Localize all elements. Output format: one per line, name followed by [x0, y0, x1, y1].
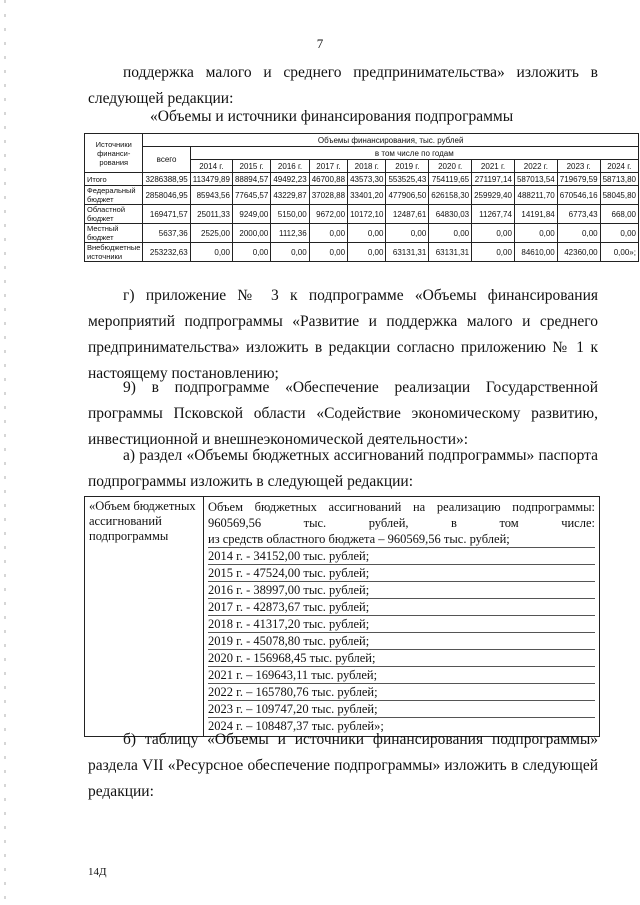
table-cell: 0,00	[514, 224, 557, 243]
table-cell: 0,00	[309, 224, 347, 243]
table-cell: 2000,00	[232, 224, 270, 243]
table-cell: 253232,63	[143, 243, 190, 262]
table-cell: 5150,00	[271, 205, 309, 224]
year-header: 2021 г.	[472, 160, 515, 173]
table-cell: 668,00	[600, 205, 638, 224]
row-label: Областной бюджет	[85, 205, 143, 224]
row-label: Местный бюджет	[85, 224, 143, 243]
header-group: Объемы финансирования, тыс. рублей	[143, 134, 639, 147]
table-cell: 11267,74	[472, 205, 515, 224]
year-header: 2019 г.	[386, 160, 429, 173]
passport-line: 2020 г. - 156968,45 тыс. рублей;	[208, 650, 595, 667]
table-cell: 0,00»;	[600, 243, 638, 262]
table-cell: 587013,54	[514, 173, 557, 186]
header-including: в том числе по годам	[190, 147, 638, 160]
passport-line: 2017 г. - 42873,67 тыс. рублей;	[208, 599, 595, 616]
table-row	[85, 243, 639, 262]
header-sources: Источники финанси-рования	[85, 134, 143, 173]
table-cell: 1112,36	[271, 224, 309, 243]
table-cell: 25011,33	[190, 205, 232, 224]
passport-line: Объем бюджетных ассигнований на реализацию подпрограммы: 960569,56 тыс. рублей, в том числе:	[208, 500, 595, 530]
table-cell: 0,00	[557, 224, 600, 243]
table-cell: 43573,30	[348, 173, 386, 186]
passport-line: 2018 г. - 41317,20 тыс. рублей;	[208, 616, 595, 633]
table-cell: 113479,89	[190, 173, 232, 186]
year-header: 2020 г.	[429, 160, 472, 173]
footer-code: 14Д	[88, 866, 107, 878]
table-cell: 259929,40	[472, 186, 515, 205]
passport-left-cell: «Объем бюджетных ассигнований подпрограммы	[85, 497, 204, 737]
passport-right-cell	[204, 497, 600, 737]
table-cell: 477906,50	[386, 186, 429, 205]
year-header: 2023 г.	[557, 160, 600, 173]
passport-line: 2021 г. – 169643,11 тыс. рублей;	[208, 667, 595, 684]
table-cell: 0,00	[232, 243, 270, 262]
year-header: 2024 г.	[600, 160, 638, 173]
table-cell: 271197,14	[472, 173, 515, 186]
table-cell: 12487,61	[386, 205, 429, 224]
paragraph-intro: поддержка малого и среднего предпринимательства» изложить в следующей редакции:	[88, 64, 598, 107]
table-row	[85, 205, 639, 224]
financing-table	[84, 133, 639, 262]
table-cell: 626158,30	[429, 186, 472, 205]
year-header: 2014 г.	[190, 160, 232, 173]
passport-line: 2014 г. - 34152,00 тыс. рублей;	[208, 548, 595, 565]
passport-line: 2015 г. - 47524,00 тыс. рублей;	[208, 565, 595, 582]
table-cell: 754119,65	[429, 173, 472, 186]
table-cell: 58045,80	[600, 186, 638, 205]
row-label: Внебюджетные источники	[85, 243, 143, 262]
paragraph-g: г) приложение № 3 к подпрограмме «Объемы финансирования мероприятий подпрограммы «Развитие и поддержка малого и среднего предпринимательства» изложить в редакции согласно приложению № 1 к настоящему постановлению;	[88, 287, 598, 382]
table-cell: 670546,16	[557, 186, 600, 205]
table-cell: 85943,56	[190, 186, 232, 205]
table-cell: 46700,88	[309, 173, 347, 186]
scan-edge-marks	[4, 0, 6, 905]
row-label: Итого	[85, 173, 143, 186]
table-cell: 77645,57	[232, 186, 270, 205]
table-cell: 0,00	[429, 224, 472, 243]
table-cell: 37028,88	[309, 186, 347, 205]
table-cell: 43229,87	[271, 186, 309, 205]
table-cell: 63131,31	[386, 243, 429, 262]
passport-line: 2022 г. – 165780,76 тыс. рублей;	[208, 684, 595, 701]
table-cell: 49492,23	[271, 173, 309, 186]
passport-line: 2019 г. - 45078,80 тыс. рублей;	[208, 633, 595, 650]
table-row	[85, 224, 639, 243]
table-cell: 58713,80	[600, 173, 638, 186]
passport-line: 2023 г. – 109747,20 тыс. рублей;	[208, 701, 595, 718]
row-label: Федеральный бюджет	[85, 186, 143, 205]
table-cell: 0,00	[348, 243, 386, 262]
year-header: 2017 г.	[309, 160, 347, 173]
passport-line: 2016 г. - 38997,00 тыс. рублей;	[208, 582, 595, 599]
year-header: 2015 г.	[232, 160, 270, 173]
year-header: 2016 г.	[271, 160, 309, 173]
table-cell: 0,00	[348, 224, 386, 243]
table-cell: 10172,10	[348, 205, 386, 224]
table-cell: 5637,36	[143, 224, 190, 243]
page-number: 7	[316, 36, 324, 51]
table-cell: 88894,57	[232, 173, 270, 186]
table-cell: 33401,20	[348, 186, 386, 205]
table-cell: 84610,00	[514, 243, 557, 262]
table-cell: 0,00	[472, 224, 515, 243]
table-cell: 64830,03	[429, 205, 472, 224]
table-cell: 3286388,95	[143, 173, 190, 186]
year-header: 2018 г.	[348, 160, 386, 173]
paragraph-a: а) раздел «Объемы бюджетных ассигнований подпрограммы» паспорта подпрограммы изложить в следующей редакции:	[88, 447, 598, 490]
table-cell: 9672,00	[309, 205, 347, 224]
table-cell: 553525,43	[386, 173, 429, 186]
table-cell: 719679,59	[557, 173, 600, 186]
table-cell: 2525,00	[190, 224, 232, 243]
table-cell: 0,00	[271, 243, 309, 262]
table-cell: 0,00	[600, 224, 638, 243]
table-cell: 9249,00	[232, 205, 270, 224]
table-row	[85, 173, 639, 186]
table-cell: 0,00	[309, 243, 347, 262]
passport-line: 2024 г. – 108487,37 тыс. рублей»;	[208, 719, 384, 733]
table-cell: 0,00	[472, 243, 515, 262]
table-cell: 6773,43	[557, 205, 600, 224]
year-header: 2022 г.	[514, 160, 557, 173]
table-cell: 2858046,95	[143, 186, 190, 205]
passport-table	[84, 496, 600, 737]
table-cell: 14191,84	[514, 205, 557, 224]
table-title: «Объемы и источники финансирования подпрограммы	[150, 108, 514, 125]
table-cell: 0,00	[190, 243, 232, 262]
paragraph-9: 9) в подпрограмме «Обеспечение реализации Государственной программы Псковской области «Содействие экономическому развитию, инвестиционной и внешнеэкономической деятельности»:	[88, 379, 598, 448]
table-cell: 63131,31	[429, 243, 472, 262]
table-cell: 169471,57	[143, 205, 190, 224]
passport-line: из средств областного бюджета – 960569,56 тыс. рублей;	[208, 531, 595, 548]
table-cell: 488211,70	[514, 186, 557, 205]
header-total: всего	[143, 147, 190, 173]
paragraph-b: б) таблицу «Объемы и источники финансирования подпрограммы» раздела VII «Ресурсное обеспечение подпрограммы» изложить в следующей редакции:	[88, 731, 598, 800]
table-row	[85, 186, 639, 205]
table-cell: 42360,00	[557, 243, 600, 262]
table-cell: 0,00	[386, 224, 429, 243]
